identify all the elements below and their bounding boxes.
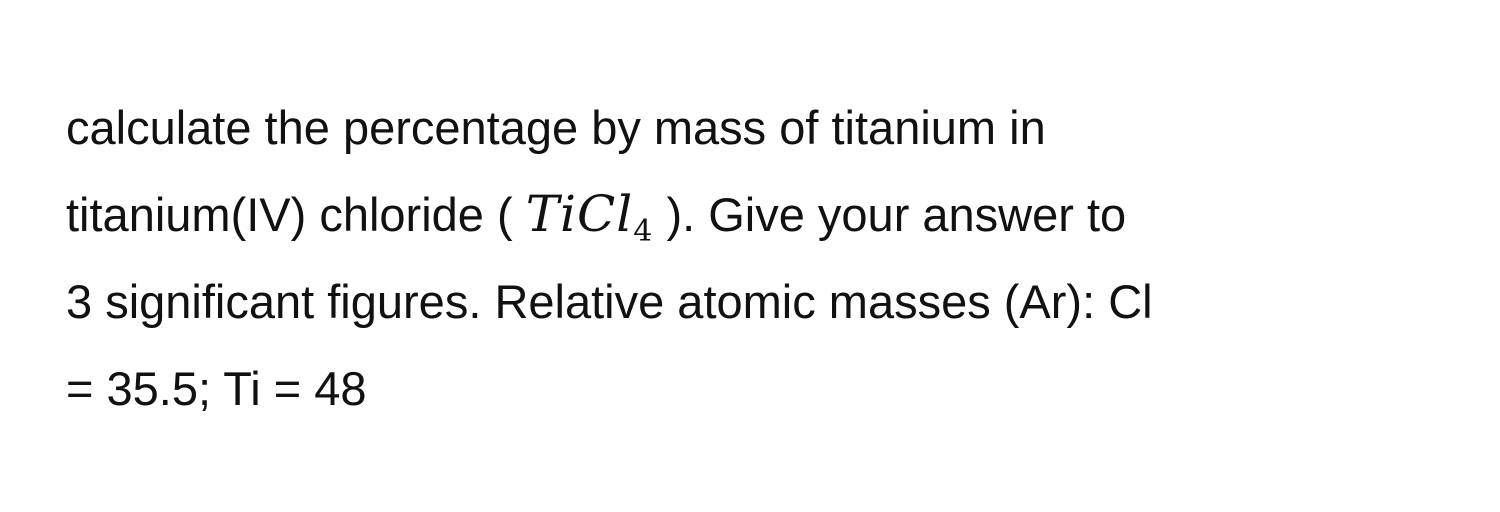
chemical-formula	[525, 185, 654, 249]
question-text	[66, 84, 1446, 432]
question-line-2-prefix: titanium(IV) chloride (	[66, 188, 526, 241]
formula-base: TiCl	[525, 185, 634, 243]
question-line-1: calculate the percentage by mass of titanium in	[66, 101, 1046, 154]
formula-subscript: 4	[633, 214, 654, 249]
question-line-2	[66, 171, 1446, 258]
question-line-3: 3 significant figures. Relative atomic masses (Ar): Cl	[66, 275, 1153, 328]
question-line-2-suffix: ). Give your answer to	[653, 188, 1127, 241]
question-line-4: = 35.5; Ti = 48	[66, 362, 367, 415]
